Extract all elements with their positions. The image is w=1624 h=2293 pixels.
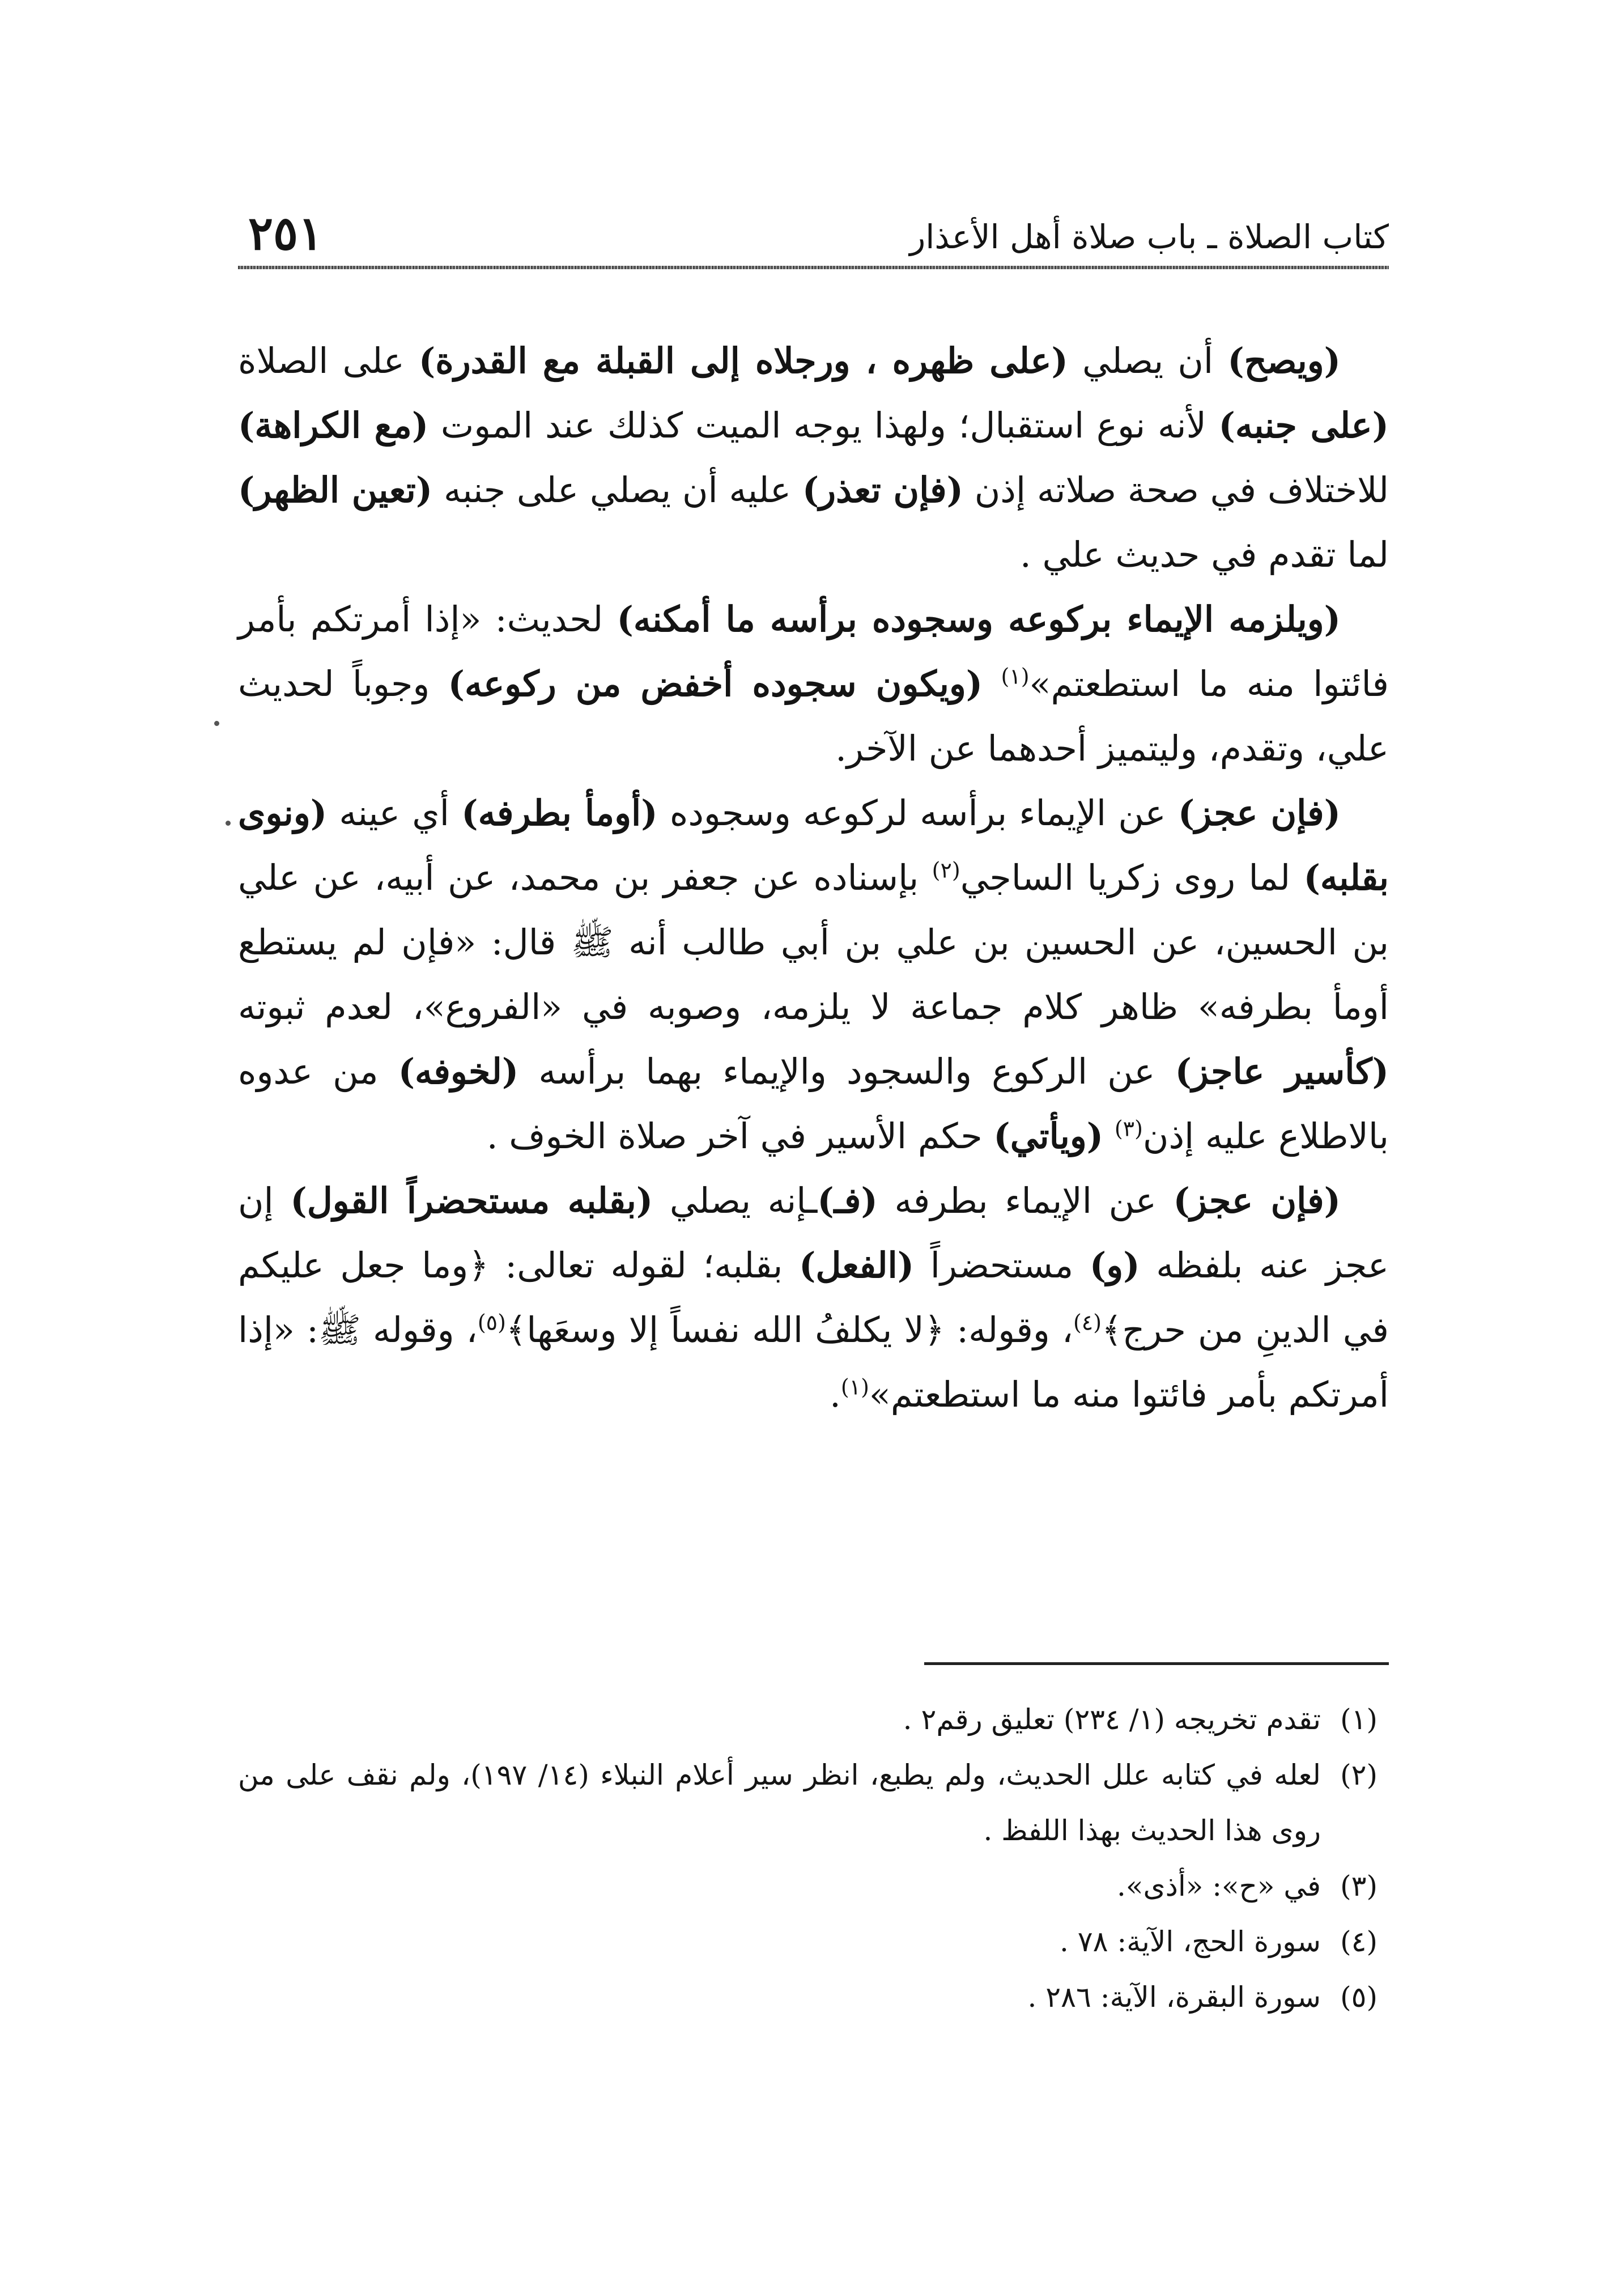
sharh-text: لما روى زكريا الساجي [960,857,1304,898]
footnote-text: سورة الحج، الآية: ٧٨ . [1059,1925,1321,1958]
footnote [238,1914,1389,1969]
sharh-text: عن الركوع والسجود والإيماء بهما برأسه [518,1051,1175,1092]
matn-phrase: (بقلبه مستحضراً القول) [290,1180,653,1221]
matn-phrase: (ويصح) [1227,340,1341,381]
sharh-text: عن الإيماء بطرفه [877,1180,1174,1221]
footnote-reference: (٤) [1073,1310,1102,1335]
sharh-text: عليه أن يصلي على جنبه [432,469,802,511]
footnote [238,1747,1389,1858]
page-header [238,201,1389,269]
matn-phrase: (و) [1089,1245,1140,1286]
footnote-text: سورة البقرة، الآية: ٢٨٦ . [1027,1981,1321,2014]
footnotes [238,1692,1389,2025]
sharh-text: ، وقوله: ﴿لا يكلفُ الله نفساً إلا وسعَها﴾ [505,1309,1073,1351]
sharh-text: بقلبه؛ لقوله تعالى: ﴿وما جعل عليكم في الدينِ من حرج﴾ [238,1245,1389,1351]
paragraph [238,1169,1389,1427]
sharh-text: للاختلاف في صحة صلاته إذن [963,469,1389,511]
footnote-number: (٣) [1340,1870,1378,1903]
footnote [238,1969,1389,2025]
matn-phrase: (ونوى بقلبه) [238,792,1389,898]
matn-phrase: (مع الكراهة) [238,405,429,446]
matn-phrase: (تعين الظهر) [238,469,433,511]
matn-phrase: (فإن تعذر) [802,469,963,511]
sharh-text: لحديث: «إذا أمرتكم بأمر فائتوا منه ما استطعتم» [238,598,1389,704]
footnote-number: (٥) [1340,1981,1378,2014]
footnote-separator [924,1662,1389,1665]
footnote-reference: (١) [1001,664,1030,689]
matn-phrase: (على جنبه) [1218,405,1389,446]
footnote-reference: (٥) [477,1310,506,1335]
matn-phrase: (ويأتي) [993,1115,1104,1157]
footnote-number: (١) [1340,1703,1378,1736]
matn-phrase: (أومأ بطرفه) [461,792,658,834]
matn-phrase: (ويكون سجوده أخفض من ركوعه) [448,663,983,704]
footnote-text: في «ح»: «أذى». [1116,1870,1321,1903]
sharh-text: مستحضراً [914,1245,1090,1286]
matn-phrase: (على ظهره ، ورجلاه إلى القبلة مع القدرة) [418,340,1068,381]
footnote-reference: (١) [840,1374,869,1400]
footnote [238,1692,1389,1747]
main-text [238,329,1389,1427]
sharh-text: وجوباً لحديث علي، وتقدم، وليتميز أحدهما عن الآخر. [238,663,1389,769]
footnote-reference: (٣) [1114,1116,1143,1141]
sharh-text: من عدوه بالاطلاع عليه إذن [238,1051,1389,1157]
sharh-text [983,663,1001,704]
margin-speck [226,821,231,826]
matn-phrase: (الفعل) [799,1245,915,1286]
sharh-text [1103,1115,1115,1157]
matn-phrase: (فـ) [817,1180,878,1221]
header-rule [238,266,1389,269]
matn-phrase: (فإن عجز) [1177,792,1341,834]
sharh-text: ، وقوله ﷺ: «إذا أمرتكم بأمر فائتوا منه ما استطعتم» [238,1309,1389,1415]
page-number: ٢٥١ [248,206,324,261]
footnote-reference: (٢) [932,857,960,883]
footnote-text: لعله في كتابه علل الحديث، ولم يطبع، انظر سير أعلام النبلاء (١٤/ ١٩٧)، ولم نقف على من روى هذا الحديث بهذا اللفظ . [238,1759,1321,1847]
footnote [238,1858,1389,1914]
matn-phrase: (لخوفه) [398,1051,519,1092]
matn-phrase: (فإن عجز) [1173,1180,1341,1221]
sharh-text: أي عينه [327,792,462,834]
sharh-text: إن عجز عنه بلفظه [238,1180,1389,1286]
sharh-text: عن الإيماء برأسه لركوعه وسجوده [657,792,1178,834]
footnote-text: تقدم تخريجه (١/ ٢٣٤) تعليق رقم٢ . [903,1703,1321,1736]
margin-speck [214,721,219,726]
sharh-text: بإسناده عن جعفر بن محمد، عن أبيه، عن علي بن الحسين، عن الحسين بن علي بن أبي طالب أنه ﷺ قال: «فإن لم يستطع أومأ بطرفه» ظاهر كلام جماعة لا يلزمه، وصوبه في «الفروع»، لعدم ثبوته [238,857,1389,1027]
matn-phrase: (ويلزمه الإيماء بركوعه وسجوده برأسه ما أمكنه) [617,598,1341,640]
sharh-text: لأنه نوع استقبال؛ ولهذا يوجه الميت كذلك عند الموت [428,405,1219,446]
matn-phrase: (كأسير عاجز) [1175,1051,1389,1092]
running-title: كتاب الصلاة ـ باب صلاة أهل الأعذار [909,218,1389,256]
sharh-text: على الصلاة [238,340,419,381]
footnote-number: (٤) [1340,1925,1378,1958]
sharh-text: ـإنه يصلي [653,1180,818,1221]
sharh-text: حكم الأسير في آخر صلاة الخوف . [486,1115,994,1157]
paragraph [238,781,1389,1169]
sharh-text: . [830,1374,841,1415]
paragraph [238,329,1389,587]
sharh-text: أن يصلي [1068,340,1228,381]
paragraph [238,587,1389,781]
sharh-text: لما تقدم في حديث علي . [1020,534,1389,575]
footnote-number: (٢) [1340,1759,1378,1791]
